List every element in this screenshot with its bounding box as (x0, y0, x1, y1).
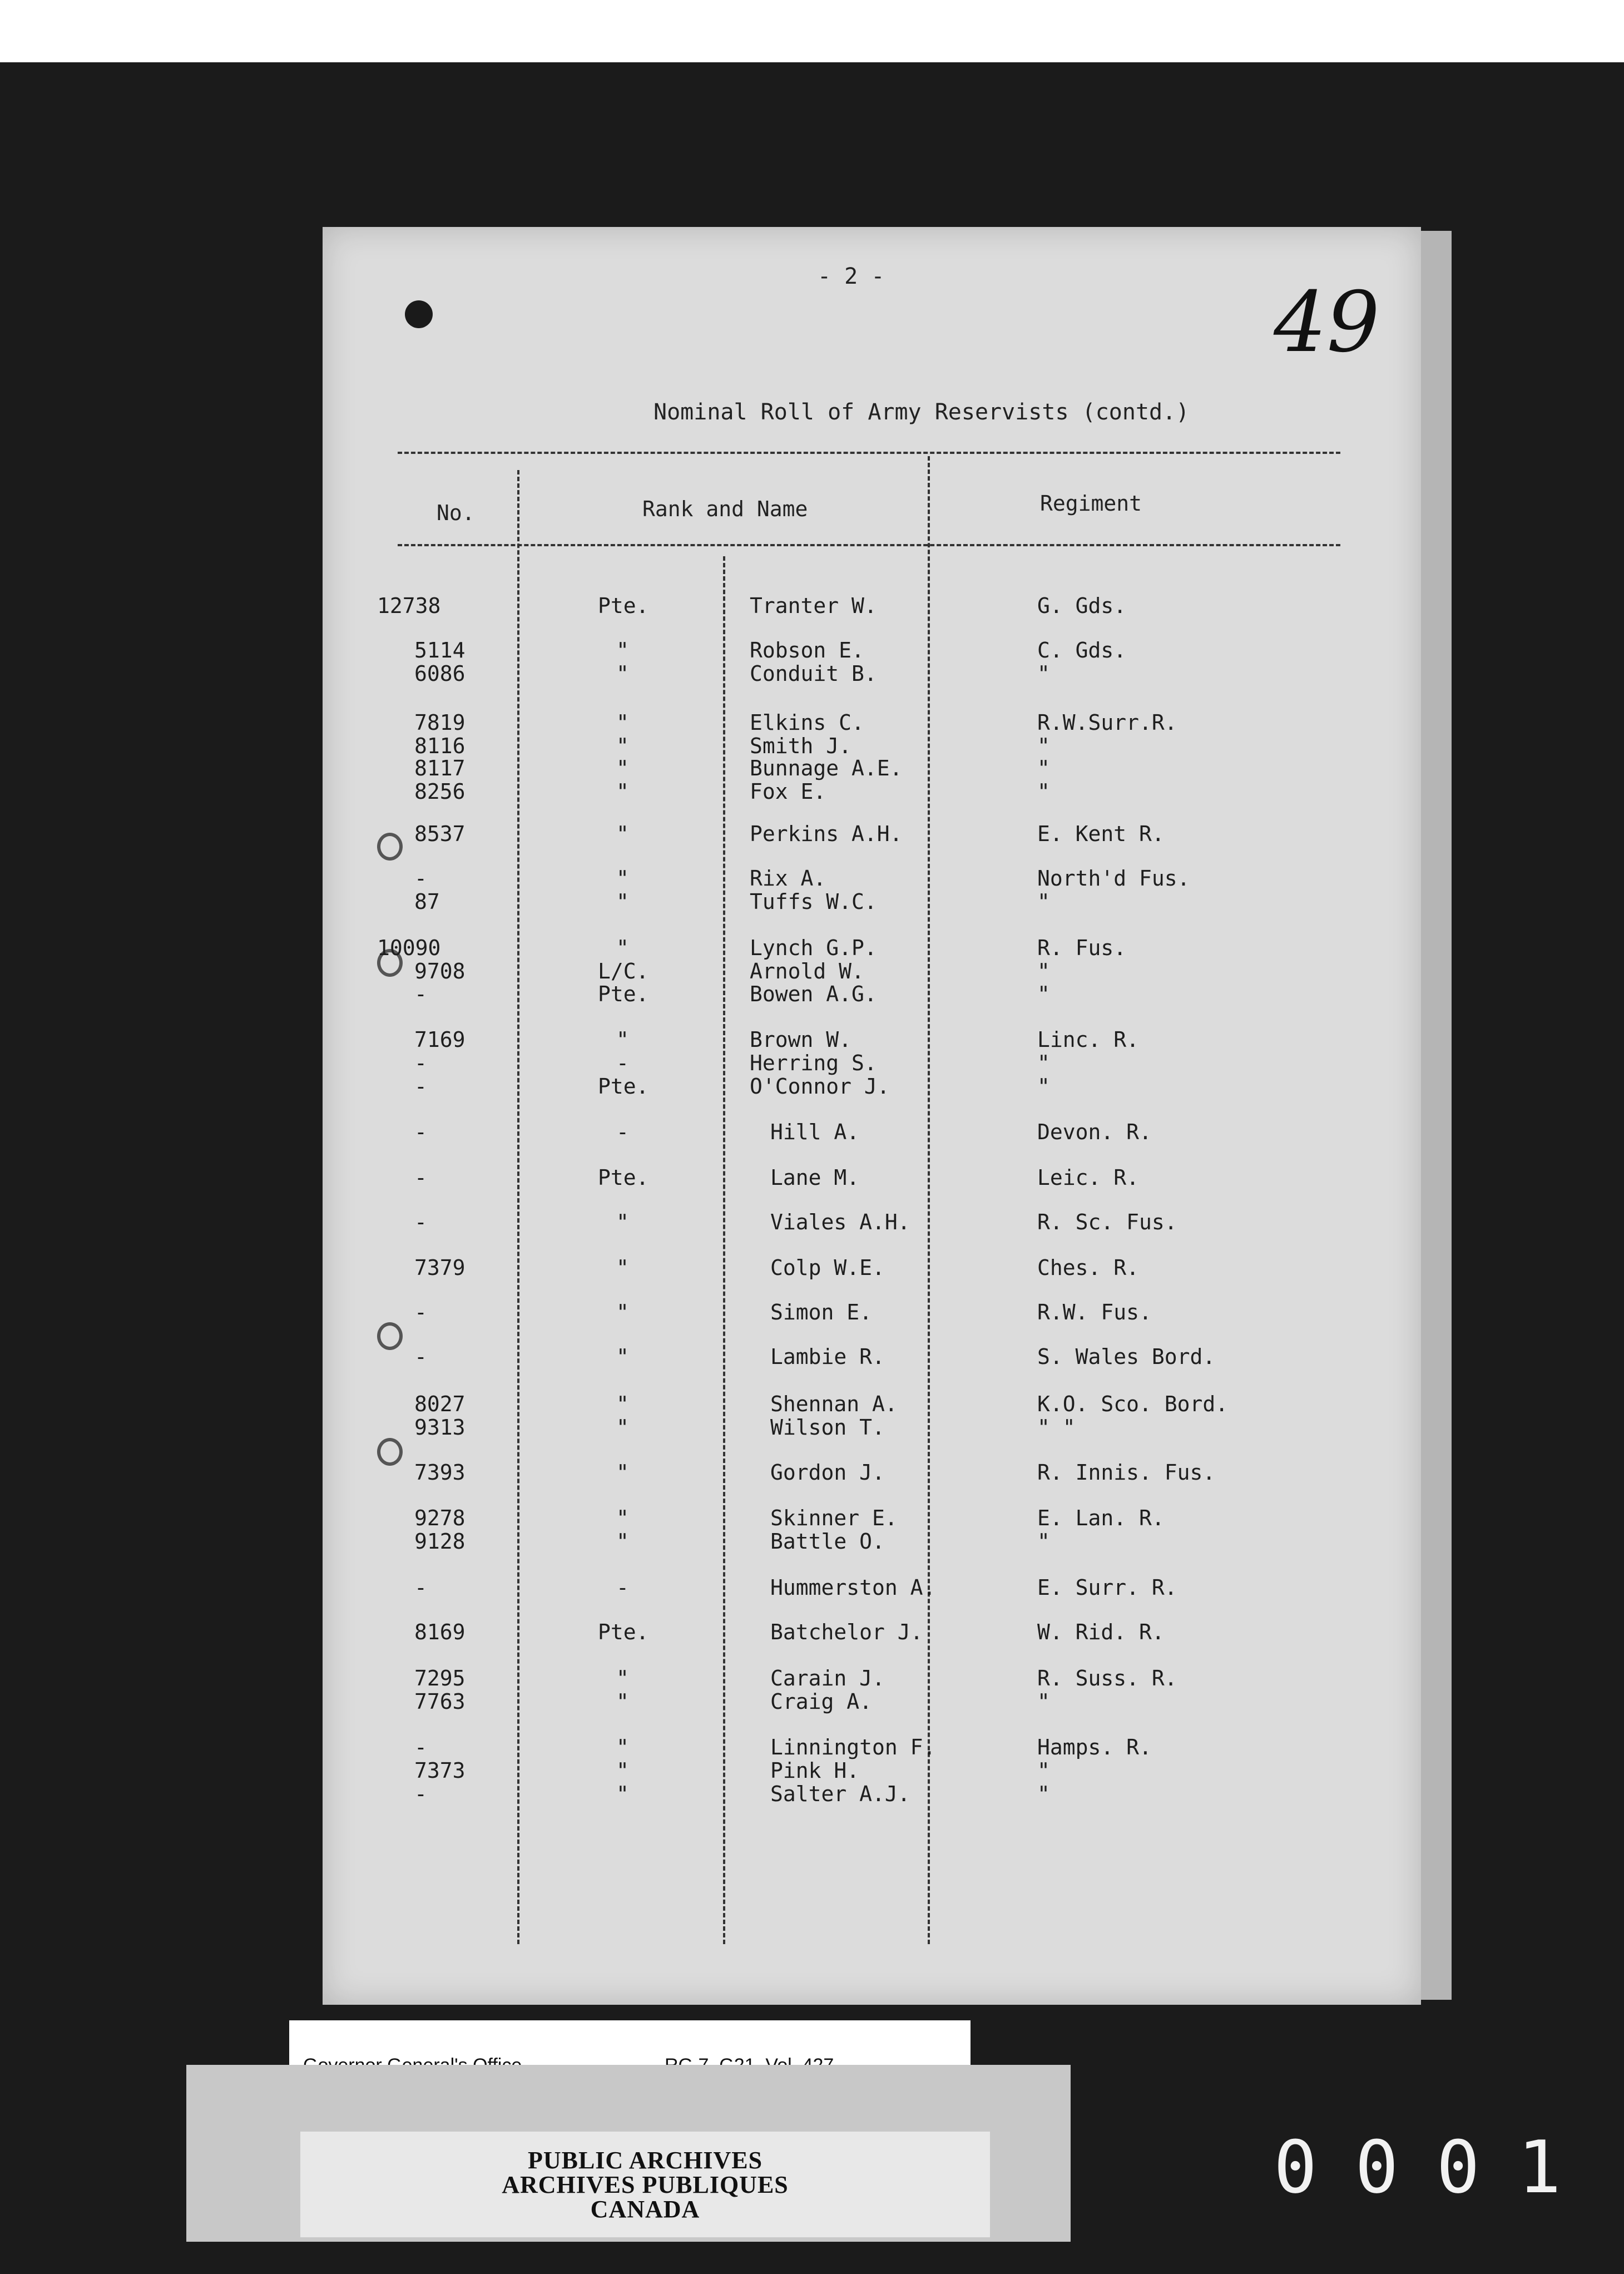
row-number: - (414, 1575, 427, 1600)
row-name: Shennan A. (770, 1392, 898, 1416)
row-regiment: K.O. Sco. Bord. (1037, 1392, 1229, 1416)
row-regiment: E. Lan. R. (1037, 1506, 1165, 1530)
column-divider (517, 470, 519, 1944)
handwritten-folio: 49 (1274, 274, 1380, 371)
row-rank: - (616, 1051, 629, 1075)
row-number: - (414, 1120, 427, 1144)
row-rank: " (616, 710, 629, 735)
row-rank: " (616, 1255, 629, 1280)
row-name: Craig A. (770, 1689, 873, 1714)
row-number: - (414, 866, 427, 891)
row-number: 7295 (414, 1666, 466, 1690)
archives-line: ARCHIVES PUBLIQUES (502, 2171, 789, 2198)
row-name: Battle O. (770, 1529, 885, 1554)
header-regiment: Regiment (1040, 491, 1142, 516)
row-rank: " (616, 1344, 629, 1369)
roll-title: Nominal Roll of Army Reservists (contd.) (653, 399, 1190, 425)
row-name: Salter A.J. (770, 1782, 910, 1806)
row-regiment: R.W. Fus. (1037, 1300, 1152, 1324)
row-name: Tuffs W.C. (750, 889, 877, 914)
row-name: O'Connor J. (750, 1074, 890, 1099)
frame-counter: 0001 (1274, 2125, 1600, 2209)
row-name: Gordon J. (770, 1460, 885, 1485)
row-name: Elkins C. (750, 710, 864, 735)
row-rank: " (616, 1529, 629, 1554)
row-name: Rix A. (750, 866, 826, 891)
row-regiment: " (1037, 1074, 1050, 1099)
row-name: Tranter W. (750, 594, 877, 618)
row-rank: Pte. (598, 594, 649, 618)
row-number: - (414, 1344, 427, 1369)
row-name: Perkins A.H. (750, 822, 903, 846)
row-regiment: E. Surr. R. (1037, 1575, 1177, 1600)
row-number: 9128 (414, 1529, 466, 1554)
row-regiment: " (1037, 1782, 1050, 1806)
row-number: 8027 (414, 1392, 466, 1416)
row-name: Carain J. (770, 1666, 885, 1690)
row-regiment: E. Kent R. (1037, 822, 1165, 846)
row-number: 7819 (414, 710, 466, 735)
table-rule-top (398, 452, 1340, 454)
row-regiment: R. Fus. (1037, 936, 1127, 960)
row-regiment: " " (1037, 1415, 1076, 1440)
row-regiment: Hamps. R. (1037, 1735, 1152, 1759)
row-name: Bunnage A.E. (750, 756, 903, 780)
row-regiment: C. Gds. (1037, 638, 1127, 663)
table-rule-header (398, 544, 1340, 546)
row-number: 8537 (414, 822, 466, 846)
row-name: Hill A. (770, 1120, 860, 1144)
binder-hole (377, 833, 403, 861)
row-name: Arnold W. (750, 959, 864, 983)
row-number: - (414, 1735, 427, 1759)
row-rank: - (616, 1120, 629, 1144)
page-number: - 2 - (818, 264, 885, 289)
row-rank: " (616, 1506, 629, 1530)
row-regiment: " (1037, 756, 1050, 780)
row-regiment: " (1037, 1051, 1050, 1075)
row-rank: " (616, 889, 629, 914)
row-number: 5114 (414, 638, 466, 663)
header-no: No. (437, 501, 475, 525)
row-regiment: W. Rid. R. (1037, 1620, 1165, 1644)
row-number: 9278 (414, 1506, 466, 1530)
row-number: 8117 (414, 756, 466, 780)
row-number: - (414, 1300, 427, 1324)
row-regiment: " (1037, 1689, 1050, 1714)
row-number: 10090 (377, 936, 441, 960)
row-rank: " (616, 734, 629, 758)
row-rank: " (616, 822, 629, 846)
row-name: Fox E. (750, 779, 826, 804)
row-name: Simon E. (770, 1300, 873, 1324)
row-name: Pink H. (770, 1758, 860, 1783)
header-rank-name: Rank and Name (642, 497, 808, 521)
row-regiment: " (1037, 1529, 1050, 1554)
row-number: 8256 (414, 779, 466, 804)
row-rank: " (616, 866, 629, 891)
row-number: - (414, 1782, 427, 1806)
row-regiment: " (1037, 779, 1050, 804)
row-rank: " (616, 779, 629, 804)
row-number: 6086 (414, 661, 466, 686)
row-rank: " (616, 1666, 629, 1690)
row-name: Lane M. (770, 1165, 860, 1190)
row-name: Smith J. (750, 734, 852, 758)
row-regiment: " (1037, 1758, 1050, 1783)
row-name: Brown W. (750, 1027, 852, 1052)
row-regiment: R.W.Surr.R. (1037, 710, 1177, 735)
archives-line: CANADA (590, 2196, 700, 2223)
row-regiment: R. Suss. R. (1037, 1666, 1177, 1690)
row-rank: " (616, 1415, 629, 1440)
row-rank: " (616, 1782, 629, 1806)
row-rank: " (616, 638, 629, 663)
row-rank: " (616, 1300, 629, 1324)
row-regiment: " (1037, 959, 1050, 983)
row-rank: - (616, 1575, 629, 1600)
row-regiment: S. Wales Bord. (1037, 1344, 1216, 1369)
binder-hole (377, 1322, 403, 1350)
row-rank: " (616, 1735, 629, 1759)
row-rank: " (616, 1027, 629, 1052)
row-number: 7763 (414, 1689, 466, 1714)
row-rank: " (616, 661, 629, 686)
row-number: 8116 (414, 734, 466, 758)
row-regiment: " (1037, 982, 1050, 1006)
row-name: Viales A.H. (770, 1210, 910, 1234)
row-name: Wilson T. (770, 1415, 885, 1440)
row-rank: Pte. (598, 1074, 649, 1099)
row-name: Lambie R. (770, 1344, 885, 1369)
row-rank: " (616, 1210, 629, 1234)
row-rank: Pte. (598, 982, 649, 1006)
row-name: Bowen A.G. (750, 982, 877, 1006)
row-number: - (414, 1051, 427, 1075)
row-regiment: Leic. R. (1037, 1165, 1140, 1190)
row-regiment: North'd Fus. (1037, 866, 1190, 891)
row-name: Conduit B. (750, 661, 877, 686)
row-number: 9313 (414, 1415, 466, 1440)
row-rank: Pte. (598, 1620, 649, 1644)
row-rank: " (616, 1689, 629, 1714)
page-edge (1421, 231, 1452, 2000)
row-name: Lynch G.P. (750, 936, 877, 960)
row-name: Robson E. (750, 638, 864, 663)
row-regiment: " (1037, 734, 1050, 758)
row-regiment: " (1037, 889, 1050, 914)
row-name: Colp W.E. (770, 1255, 885, 1280)
row-name: Hummerston A. (770, 1575, 936, 1600)
row-regiment: " (1037, 661, 1050, 686)
top-margin (0, 0, 1624, 62)
binder-hole (377, 1438, 403, 1466)
row-rank: L/C. (598, 959, 649, 983)
row-regiment: Ches. R. (1037, 1255, 1140, 1280)
row-number: 7169 (414, 1027, 466, 1052)
row-number: 9708 (414, 959, 466, 983)
row-number: 12738 (377, 594, 441, 618)
punch-hole (405, 300, 433, 328)
row-number: - (414, 1165, 427, 1190)
row-regiment: Linc. R. (1037, 1027, 1140, 1052)
column-divider (928, 456, 930, 1944)
row-number: 7373 (414, 1758, 466, 1783)
row-rank: " (616, 1392, 629, 1416)
row-name: Batchelor J. (770, 1620, 923, 1644)
row-number: 8169 (414, 1620, 466, 1644)
row-rank: Pte. (598, 1165, 649, 1190)
row-rank: " (616, 756, 629, 780)
row-number: - (414, 1210, 427, 1234)
row-rank: " (616, 936, 629, 960)
row-number: 7379 (414, 1255, 466, 1280)
column-divider (723, 556, 725, 1944)
row-name: Skinner E. (770, 1506, 898, 1530)
row-regiment: R. Innis. Fus. (1037, 1460, 1216, 1485)
row-number: 7393 (414, 1460, 466, 1485)
row-number: 87 (414, 889, 440, 914)
archives-stamp (300, 2132, 990, 2237)
row-rank: " (616, 1758, 629, 1783)
archives-line: PUBLIC ARCHIVES (527, 2147, 763, 2174)
row-regiment: R. Sc. Fus. (1037, 1210, 1177, 1234)
row-rank: " (616, 1460, 629, 1485)
row-number: - (414, 1074, 427, 1099)
row-regiment: Devon. R. (1037, 1120, 1152, 1144)
row-regiment: G. Gds. (1037, 594, 1127, 618)
row-number: - (414, 982, 427, 1006)
row-name: Herring S. (750, 1051, 877, 1075)
row-name: Linnington F. (770, 1735, 936, 1759)
